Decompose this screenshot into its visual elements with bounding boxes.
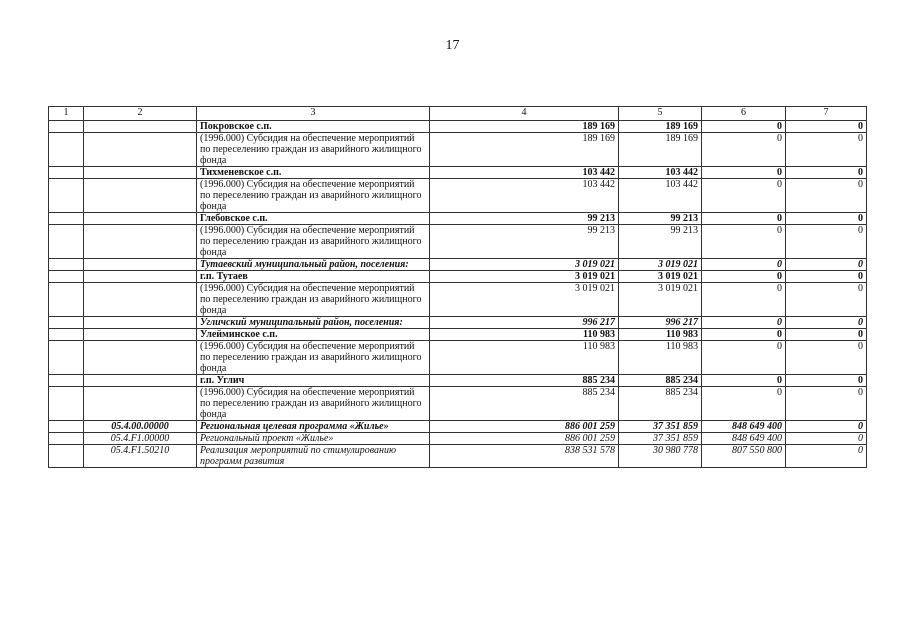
cell-col5: 110 983 — [619, 341, 702, 375]
cell-col7: 0 — [786, 387, 867, 421]
table-row — [49, 283, 867, 317]
table-row — [49, 259, 867, 271]
cell-col1 — [49, 167, 84, 179]
cell-total: 189 169 — [430, 121, 619, 133]
cell-code — [84, 259, 197, 271]
cell-code: 05.4.00.00000 — [84, 421, 197, 433]
cell-col1 — [49, 329, 84, 341]
cell-code — [84, 271, 197, 283]
header-cell: 2 — [84, 107, 197, 121]
cell-name: (1996.000) Субсидия на обеспечение мероприятий по переселению граждан из аварийного жилищного фонда — [197, 133, 430, 167]
table-row — [49, 387, 867, 421]
cell-col1 — [49, 213, 84, 225]
cell-col6: 0 — [702, 341, 786, 375]
table-row — [49, 421, 867, 433]
header-cell: 6 — [702, 107, 786, 121]
cell-col6: 0 — [702, 259, 786, 271]
cell-total: 99 213 — [430, 213, 619, 225]
cell-col6: 0 — [702, 375, 786, 387]
cell-col6: 0 — [702, 213, 786, 225]
cell-code: 05.4.F1.00000 — [84, 433, 197, 445]
cell-col7: 0 — [786, 341, 867, 375]
cell-col5: 996 217 — [619, 317, 702, 329]
cell-name: (1996.000) Субсидия на обеспечение мероприятий по переселению граждан из аварийного жилищного фонда — [197, 225, 430, 259]
cell-col1 — [49, 283, 84, 317]
cell-col1 — [49, 121, 84, 133]
cell-name: Реализация мероприятий по стимулированию программ развития — [197, 445, 430, 468]
cell-col5: 99 213 — [619, 225, 702, 259]
table-row — [49, 225, 867, 259]
cell-col6: 0 — [702, 133, 786, 167]
cell-name: (1996.000) Субсидия на обеспечение мероприятий по переселению граждан из аварийного жилищного фонда — [197, 341, 430, 375]
cell-code — [84, 167, 197, 179]
cell-col5: 3 019 021 — [619, 271, 702, 283]
table-row — [49, 121, 867, 133]
cell-col6: 848 649 400 — [702, 433, 786, 445]
cell-total: 99 213 — [430, 225, 619, 259]
cell-col7: 0 — [786, 259, 867, 271]
cell-col5: 885 234 — [619, 387, 702, 421]
table-row — [49, 271, 867, 283]
cell-name: (1996.000) Субсидия на обеспечение мероприятий по переселению граждан из аварийного жилищного фонда — [197, 179, 430, 213]
cell-name: г.п. Тутаев — [197, 271, 430, 283]
cell-col7: 0 — [786, 225, 867, 259]
cell-col5: 30 980 778 — [619, 445, 702, 468]
cell-col5: 103 442 — [619, 179, 702, 213]
cell-col1 — [49, 317, 84, 329]
cell-col5: 189 169 — [619, 133, 702, 167]
cell-name: (1996.000) Субсидия на обеспечение мероприятий по переселению граждан из аварийного жилищного фонда — [197, 387, 430, 421]
cell-col6: 807 550 800 — [702, 445, 786, 468]
cell-col5: 189 169 — [619, 121, 702, 133]
cell-total: 189 169 — [430, 133, 619, 167]
cell-col1 — [49, 445, 84, 468]
cell-col1 — [49, 375, 84, 387]
cell-total: 3 019 021 — [430, 259, 619, 271]
cell-code — [84, 387, 197, 421]
cell-col1 — [49, 433, 84, 445]
cell-code — [84, 133, 197, 167]
cell-total: 838 531 578 — [430, 445, 619, 468]
cell-col6: 0 — [702, 283, 786, 317]
table-row — [49, 179, 867, 213]
cell-col1 — [49, 387, 84, 421]
table-row — [49, 317, 867, 329]
cell-total: 3 019 021 — [430, 283, 619, 317]
cell-col7: 0 — [786, 329, 867, 341]
cell-total: 3 019 021 — [430, 271, 619, 283]
cell-col7: 0 — [786, 375, 867, 387]
cell-col6: 0 — [702, 329, 786, 341]
cell-name: Покровское с.п. — [197, 121, 430, 133]
table-row — [49, 329, 867, 341]
cell-col7: 0 — [786, 133, 867, 167]
cell-col7: 0 — [786, 179, 867, 213]
cell-col7: 0 — [786, 317, 867, 329]
cell-name: г.п. Углич — [197, 375, 430, 387]
cell-col5: 885 234 — [619, 375, 702, 387]
table-header-row — [49, 107, 867, 121]
cell-col1 — [49, 225, 84, 259]
cell-code — [84, 283, 197, 317]
cell-name: Региональный проект «Жилье» — [197, 433, 430, 445]
cell-col1 — [49, 271, 84, 283]
cell-col7: 0 — [786, 271, 867, 283]
cell-col7: 0 — [786, 433, 867, 445]
header-cell: 5 — [619, 107, 702, 121]
cell-code — [84, 317, 197, 329]
cell-name: Улейминское с.п. — [197, 329, 430, 341]
cell-total: 886 001 259 — [430, 421, 619, 433]
cell-col5: 37 351 859 — [619, 421, 702, 433]
table-row — [49, 445, 867, 468]
cell-col5: 3 019 021 — [619, 283, 702, 317]
cell-total: 110 983 — [430, 341, 619, 375]
cell-col5: 37 351 859 — [619, 433, 702, 445]
cell-name: Тихменевское с.п. — [197, 167, 430, 179]
cell-total: 996 217 — [430, 317, 619, 329]
cell-total: 885 234 — [430, 375, 619, 387]
cell-name: Региональная целевая программа «Жилье» — [197, 421, 430, 433]
cell-code — [84, 341, 197, 375]
cell-total: 103 442 — [430, 167, 619, 179]
cell-col5: 99 213 — [619, 213, 702, 225]
cell-name: (1996.000) Субсидия на обеспечение мероприятий по переселению граждан из аварийного жилищного фонда — [197, 283, 430, 317]
header-cell: 4 — [430, 107, 619, 121]
cell-total: 110 983 — [430, 329, 619, 341]
page-number: 17 — [445, 38, 460, 53]
cell-code — [84, 213, 197, 225]
header-cell: 7 — [786, 107, 867, 121]
table-row — [49, 375, 867, 387]
cell-col6: 0 — [702, 225, 786, 259]
cell-col7: 0 — [786, 283, 867, 317]
cell-col1 — [49, 341, 84, 375]
header-cell: 1 — [49, 107, 84, 121]
cell-total: 886 001 259 — [430, 433, 619, 445]
cell-col1 — [49, 133, 84, 167]
cell-code: 05.4.F1.50210 — [84, 445, 197, 468]
cell-col6: 0 — [702, 167, 786, 179]
cell-col7: 0 — [786, 167, 867, 179]
cell-col5: 103 442 — [619, 167, 702, 179]
cell-col7: 0 — [786, 421, 867, 433]
cell-col6: 0 — [702, 121, 786, 133]
cell-col6: 0 — [702, 271, 786, 283]
header-cell: 3 — [197, 107, 430, 121]
budget-table — [48, 106, 867, 468]
cell-total: 885 234 — [430, 387, 619, 421]
cell-name: Тутаевский муниципальный район, поселения: — [197, 259, 430, 271]
cell-col6: 0 — [702, 317, 786, 329]
cell-name: Угличский муниципальный район, поселения: — [197, 317, 430, 329]
cell-code — [84, 179, 197, 213]
cell-col1 — [49, 259, 84, 271]
table-row — [49, 433, 867, 445]
cell-col7: 0 — [786, 213, 867, 225]
cell-code — [84, 121, 197, 133]
cell-col6: 0 — [702, 179, 786, 213]
cell-code — [84, 375, 197, 387]
cell-col1 — [49, 421, 84, 433]
cell-col6: 0 — [702, 387, 786, 421]
cell-code — [84, 225, 197, 259]
cell-col6: 848 649 400 — [702, 421, 786, 433]
cell-col1 — [49, 179, 84, 213]
cell-col5: 110 983 — [619, 329, 702, 341]
table-row — [49, 341, 867, 375]
cell-col7: 0 — [786, 445, 867, 468]
cell-col5: 3 019 021 — [619, 259, 702, 271]
cell-total: 103 442 — [430, 179, 619, 213]
table-row — [49, 213, 867, 225]
cell-col7: 0 — [786, 121, 867, 133]
table-row — [49, 133, 867, 167]
table-row — [49, 167, 867, 179]
cell-name: Глебовское с.п. — [197, 213, 430, 225]
cell-code — [84, 329, 197, 341]
